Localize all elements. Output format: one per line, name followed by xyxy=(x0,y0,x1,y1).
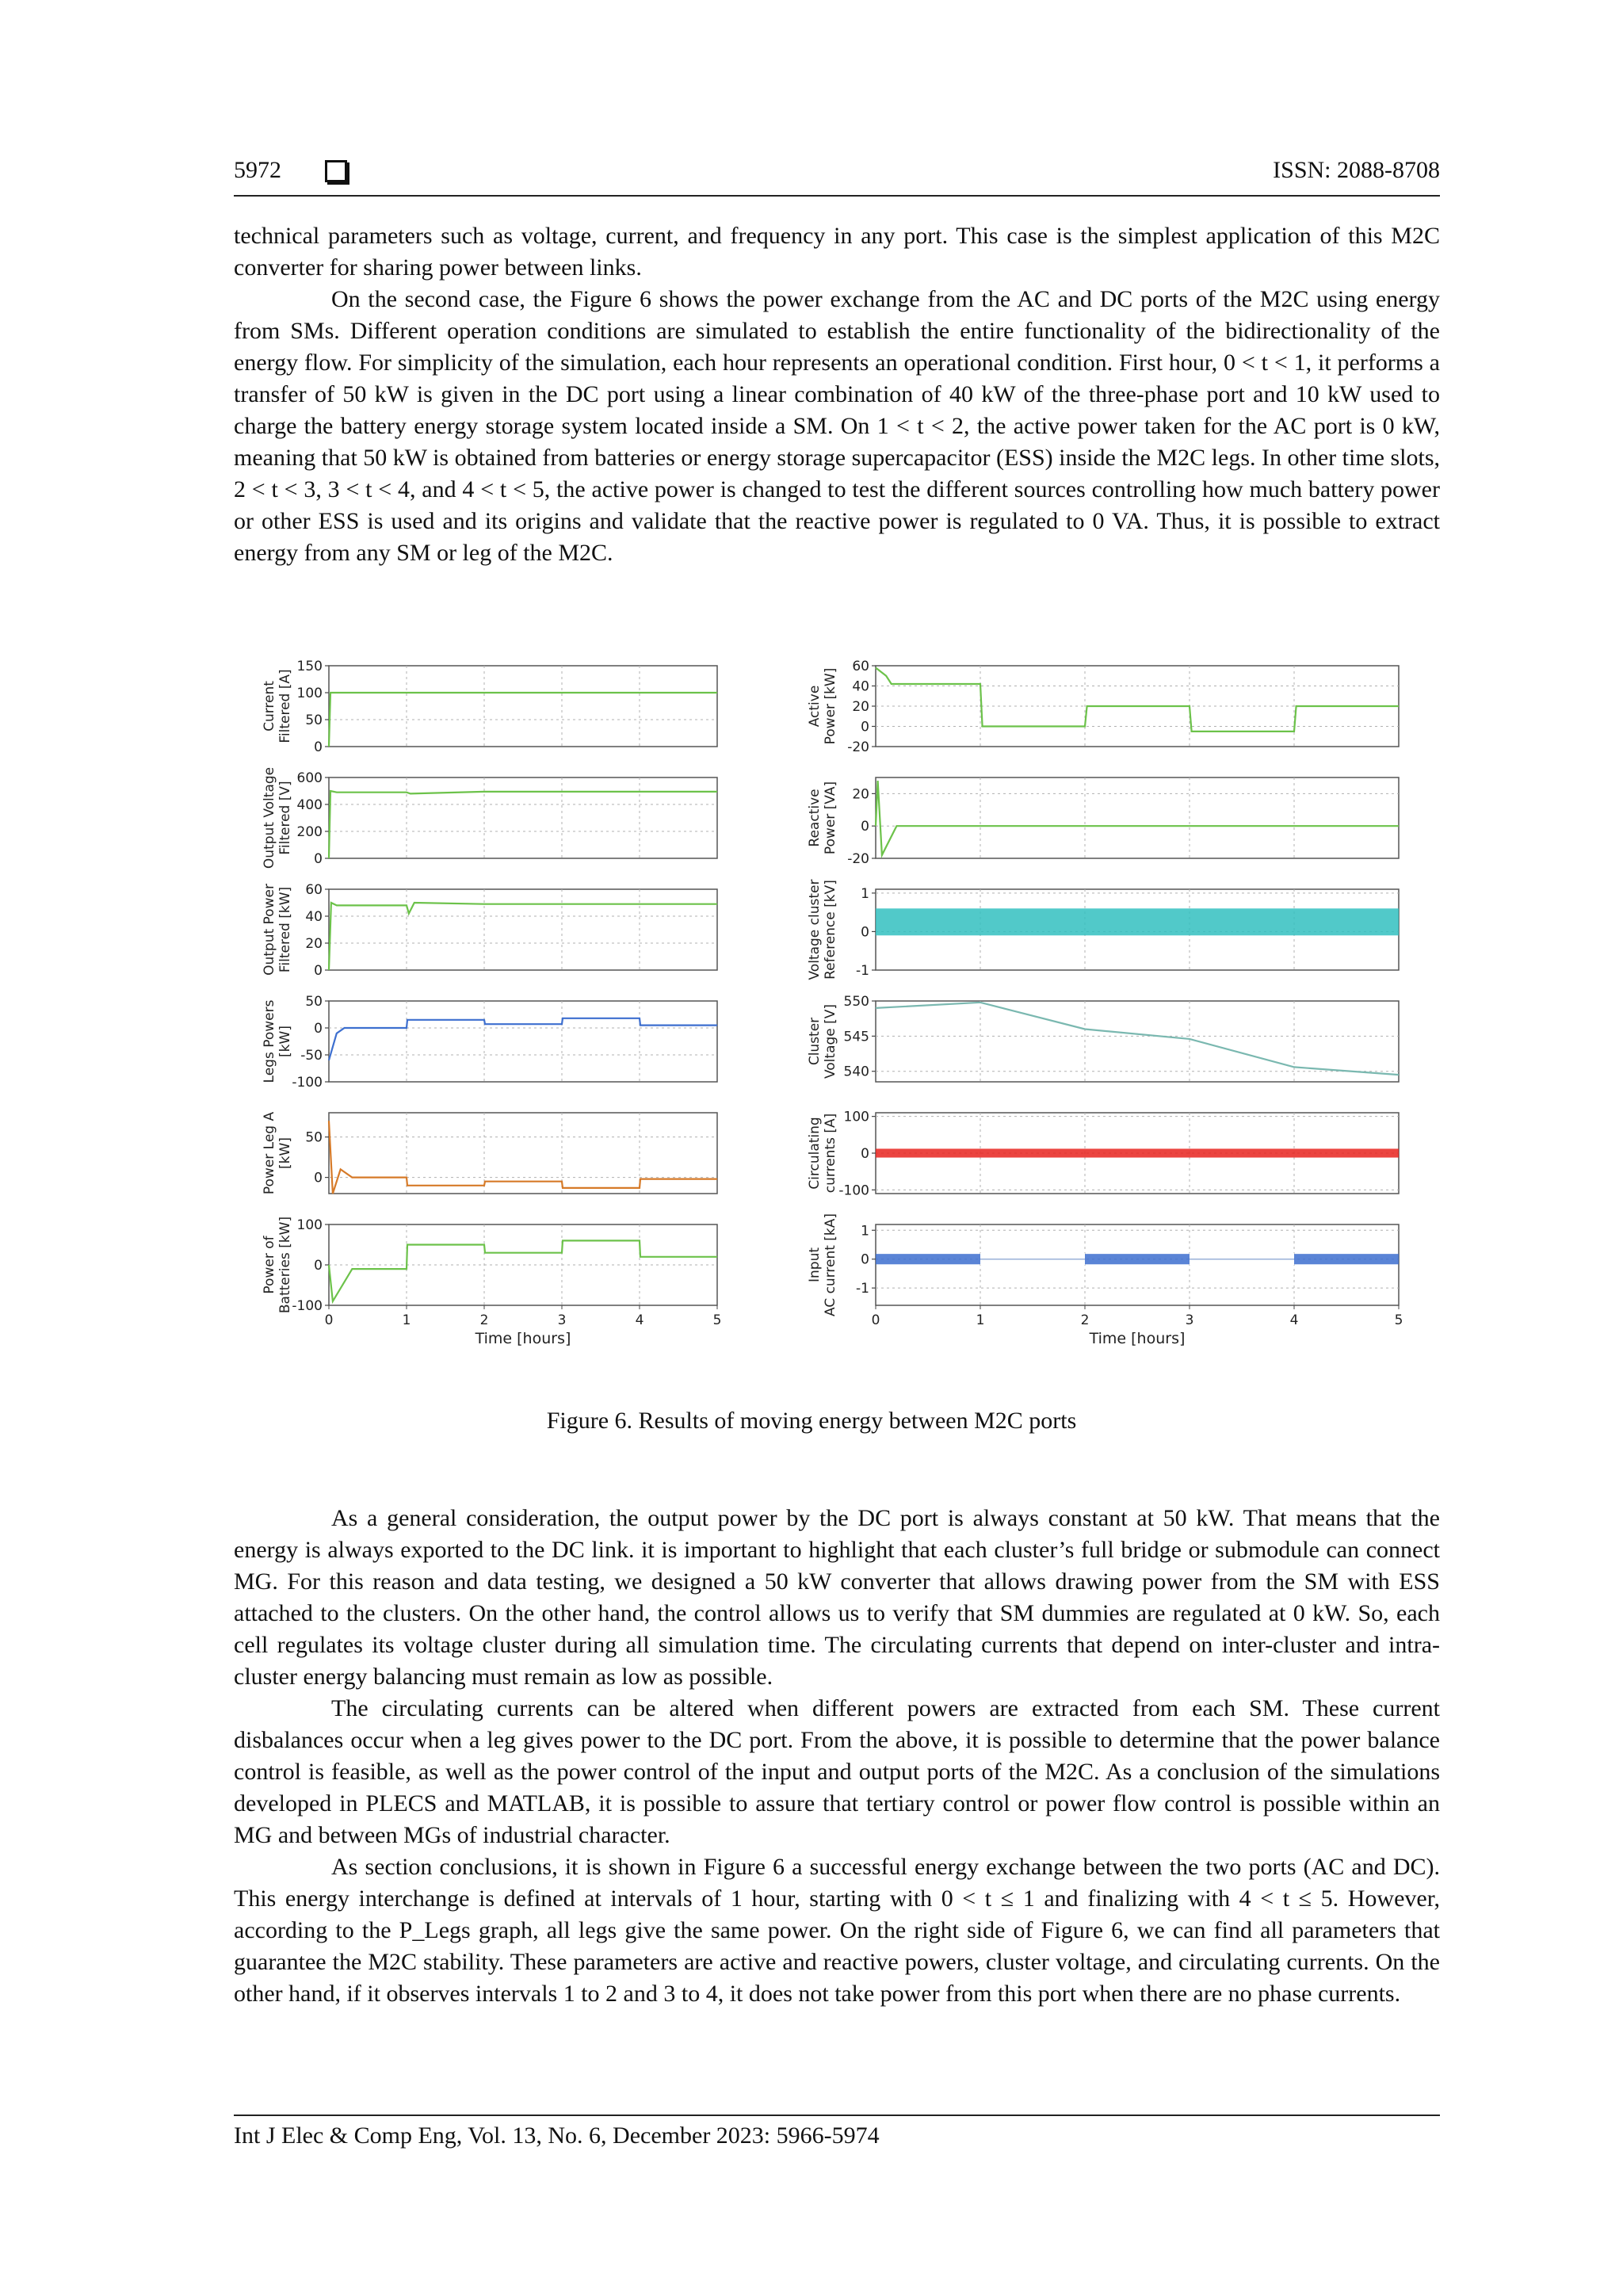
y-axis-label: Power Leg A xyxy=(262,1111,277,1195)
x-axis-label: Time [hours] xyxy=(475,1330,571,1347)
y-tick-label: 0 xyxy=(314,1258,323,1274)
y-tick-label: 540 xyxy=(843,1064,869,1080)
x-tick-label: 1 xyxy=(402,1312,411,1328)
y-tick-label: 100 xyxy=(843,1109,869,1125)
y-tick-label: -100 xyxy=(292,1298,323,1314)
y-tick-label: 400 xyxy=(296,797,323,813)
y-tick-label: 545 xyxy=(843,1029,869,1045)
subplot xyxy=(262,767,717,869)
y-axis-label: Input xyxy=(807,1247,823,1283)
x-tick-label: 0 xyxy=(324,1312,334,1328)
x-tick-label: 4 xyxy=(1289,1312,1299,1328)
plot-frame xyxy=(876,777,1399,858)
page-number: 5972 xyxy=(234,157,281,183)
y-tick-label: 100 xyxy=(296,1217,323,1233)
y-axis-label: Power [kW] xyxy=(823,667,838,745)
y-tick-label: 0 xyxy=(861,1251,869,1268)
checkbox-glyph-icon xyxy=(325,160,347,182)
y-tick-label: 40 xyxy=(305,909,323,925)
y-axis-label: Batteries [kW] xyxy=(277,1216,293,1314)
y-axis-label: Reference [kV] xyxy=(823,880,838,980)
plot-frame xyxy=(329,777,717,858)
x-tick-label: 2 xyxy=(1080,1312,1090,1328)
x-axis-label: Time [hours] xyxy=(1089,1330,1186,1347)
y-tick-label: 50 xyxy=(305,1129,323,1146)
subplot xyxy=(807,880,1399,980)
y-tick-label: 1 xyxy=(861,885,869,902)
paragraph: As section conclusions, it is shown in Figure 6 a successful energy exchange between the two ports (AC and DC). This energy interchange is defined at intervals of 1 hour, starting with 0 < t ≤ 1 and finalizing with 4 < t ≤ 5. However, according to the P_Legs graph, all legs give the same power. On the right side of Figure 6, we can find all parameters that guarantee the M2C stability. These parameters are active and reactive powers, cluster voltage, and circulating currents. On the other hand, if it observes intervals 1 to 2 and 3 to 4, it does not take power from this port when there are no phase currents. xyxy=(234,1854,1440,2007)
plot-frame xyxy=(329,1001,717,1082)
body-text-top xyxy=(234,220,1440,569)
subplot xyxy=(262,1217,721,1347)
y-tick-label: 50 xyxy=(305,712,323,728)
y-tick-label: -20 xyxy=(847,851,869,867)
y-tick-label: -20 xyxy=(847,739,869,755)
x-tick-label: 5 xyxy=(1394,1312,1403,1328)
y-tick-label: 0 xyxy=(861,1146,869,1162)
y-axis-label: Power [VA] xyxy=(823,781,838,855)
y-axis-label: AC current [kA] xyxy=(823,1213,838,1317)
y-tick-label: -100 xyxy=(292,1075,323,1091)
y-tick-label: 40 xyxy=(852,678,869,695)
x-tick-label: 3 xyxy=(557,1312,567,1328)
x-tick-label: 1 xyxy=(976,1312,985,1328)
x-tick-label: 0 xyxy=(871,1312,880,1328)
y-axis-label: [kW] xyxy=(277,1026,293,1057)
y-axis-label: Current xyxy=(262,681,277,732)
y-tick-label: 60 xyxy=(305,882,323,898)
y-axis-label: Reactive xyxy=(807,789,823,847)
y-tick-label: 0 xyxy=(314,963,323,979)
paragraph: technical parameters such as voltage, current, and frequency in any port. This case is the simplest application of this M2C converter for sharing power between links. xyxy=(234,223,1440,281)
y-tick-label: 150 xyxy=(296,659,323,674)
y-axis-label: Voltage cluster xyxy=(807,879,823,980)
y-axis-label: Power of xyxy=(262,1236,277,1294)
figure-caption: Figure 6. Results of moving energy between M2C ports xyxy=(546,1408,1077,1434)
paragraph: As a general consideration, the output power by the DC port is always constant at 50 kW. That means that the energy is always exported to the DC link. it is important to highlight that each cluster’s full bridge or submodule can connect MG. For this reason and data testing, we designed a 50 kW converter that allows drawing power from the SM with ESS attached to the clusters. On the other hand, the control allows us to verify that SM dummies are regulated at 0 kW. So, each cell regulates its voltage cluster during all simulation time. The circulating currents that depend on inter-cluster and intra-cluster energy balancing must remain as low as possible. xyxy=(234,1505,1440,1690)
y-tick-label: 1 xyxy=(861,1223,869,1240)
y-tick-label: 20 xyxy=(852,699,869,715)
y-tick-label: 0 xyxy=(861,924,869,941)
y-axis-label: Legs Powers xyxy=(262,999,277,1083)
x-tick-label: 3 xyxy=(1185,1312,1194,1328)
x-tick-label: 5 xyxy=(712,1312,722,1328)
y-tick-label: 20 xyxy=(305,936,323,952)
y-tick-label: 50 xyxy=(305,994,323,1010)
figure-6 xyxy=(246,648,1411,1389)
y-axis-label: Voltage [V] xyxy=(823,1003,838,1079)
paragraph: The circulating currents can be altered when different powers are extracted from each SM. These current disbalances occur when a leg gives power to the DC port. From the above, it is possible to determine that the power balance control is feasible, as well as the power control of the input and output ports of the M2C. As a conclusion of the simulations developed in PLECS and MATLAB, it is possible to assure that tertiary control or power flow control is possible within an MG and between MGs of industrial character. xyxy=(234,1695,1440,1848)
subplot xyxy=(807,777,1399,867)
y-tick-label: 200 xyxy=(296,824,323,840)
y-tick-label: 20 xyxy=(852,786,869,803)
y-axis-label: currents [A] xyxy=(823,1113,838,1194)
subplot xyxy=(262,882,717,979)
subplot xyxy=(262,994,717,1091)
y-axis-label: Output Voltage xyxy=(262,766,277,869)
issn: ISSN: 2088-8708 xyxy=(1273,157,1440,183)
y-axis-label: Filtered [A] xyxy=(277,669,293,743)
y-tick-label: -1 xyxy=(856,963,869,979)
y-tick-label: 100 xyxy=(296,686,323,701)
y-axis-label: Circulating xyxy=(807,1117,823,1190)
y-tick-label: 0 xyxy=(314,851,323,867)
subplot xyxy=(807,1110,1399,1199)
y-tick-label: -1 xyxy=(856,1281,869,1297)
y-tick-label: 60 xyxy=(852,659,869,674)
x-tick-label: 4 xyxy=(635,1312,644,1328)
y-tick-label: 600 xyxy=(296,770,323,786)
y-tick-label: 0 xyxy=(861,819,869,835)
y-axis-label: Filtered [kW] xyxy=(277,886,293,973)
plot-frame xyxy=(329,889,717,970)
subplot xyxy=(807,659,1399,755)
plot-frame xyxy=(876,1224,1399,1305)
subplot xyxy=(262,659,717,755)
y-axis-label: Cluster xyxy=(807,1017,823,1066)
paragraph: On the second case, the Figure 6 shows the power exchange from the AC and DC ports of the M2C using energy from SMs. Different operation conditions are simulated to establish the entire functionality of the bidirectionality of the energy flow. For simplicity of the simulation, each hour represents an operational condition. First hour, 0 < t < 1, it performs a transfer of 50 kW is given in the DC port using a linear combination of 40 kW of the three-phase port and 10 kW used to charge the battery energy storage system located inside a SM. On 1 < t < 2, the active power taken for the AC port is 0 kW, meaning that 50 kW is obtained from batteries or energy storage supercapacitor (ESS) inside the M2C legs. In other time slots, 2 < t < 3, 3 < t < 4, and 4 < t < 5, the active power is changed to test the different sources controlling how much battery power or other ESS is used and its origins and validate that the reactive power is regulated to 0 VA. Thus, it is possible to extract energy from any SM or leg of the M2C. xyxy=(234,286,1440,566)
y-tick-label: 0 xyxy=(314,1021,323,1037)
page-footer: Int J Elec & Comp Eng, Vol. 13, No. 6, December 2023: 5966-5974 xyxy=(234,2115,1440,2149)
page-header xyxy=(234,157,1440,197)
plot-frame xyxy=(329,666,717,747)
subplot xyxy=(807,994,1399,1082)
y-tick-label: 550 xyxy=(843,994,869,1010)
y-tick-label: -100 xyxy=(838,1182,869,1199)
y-axis-label: Output Power xyxy=(262,884,277,976)
body-text-bottom xyxy=(234,1503,1440,2010)
y-axis-label: Active xyxy=(807,685,823,728)
subplot xyxy=(262,1112,717,1195)
x-tick-label: 2 xyxy=(479,1312,489,1328)
y-axis-label: [kW] xyxy=(277,1137,293,1169)
y-tick-label: -50 xyxy=(300,1048,323,1064)
y-axis-label: Filtered [V] xyxy=(277,781,293,855)
y-tick-label: 0 xyxy=(861,719,869,735)
y-tick-label: 0 xyxy=(314,1170,323,1186)
y-tick-label: 0 xyxy=(314,739,323,755)
subplot xyxy=(807,1213,1403,1347)
